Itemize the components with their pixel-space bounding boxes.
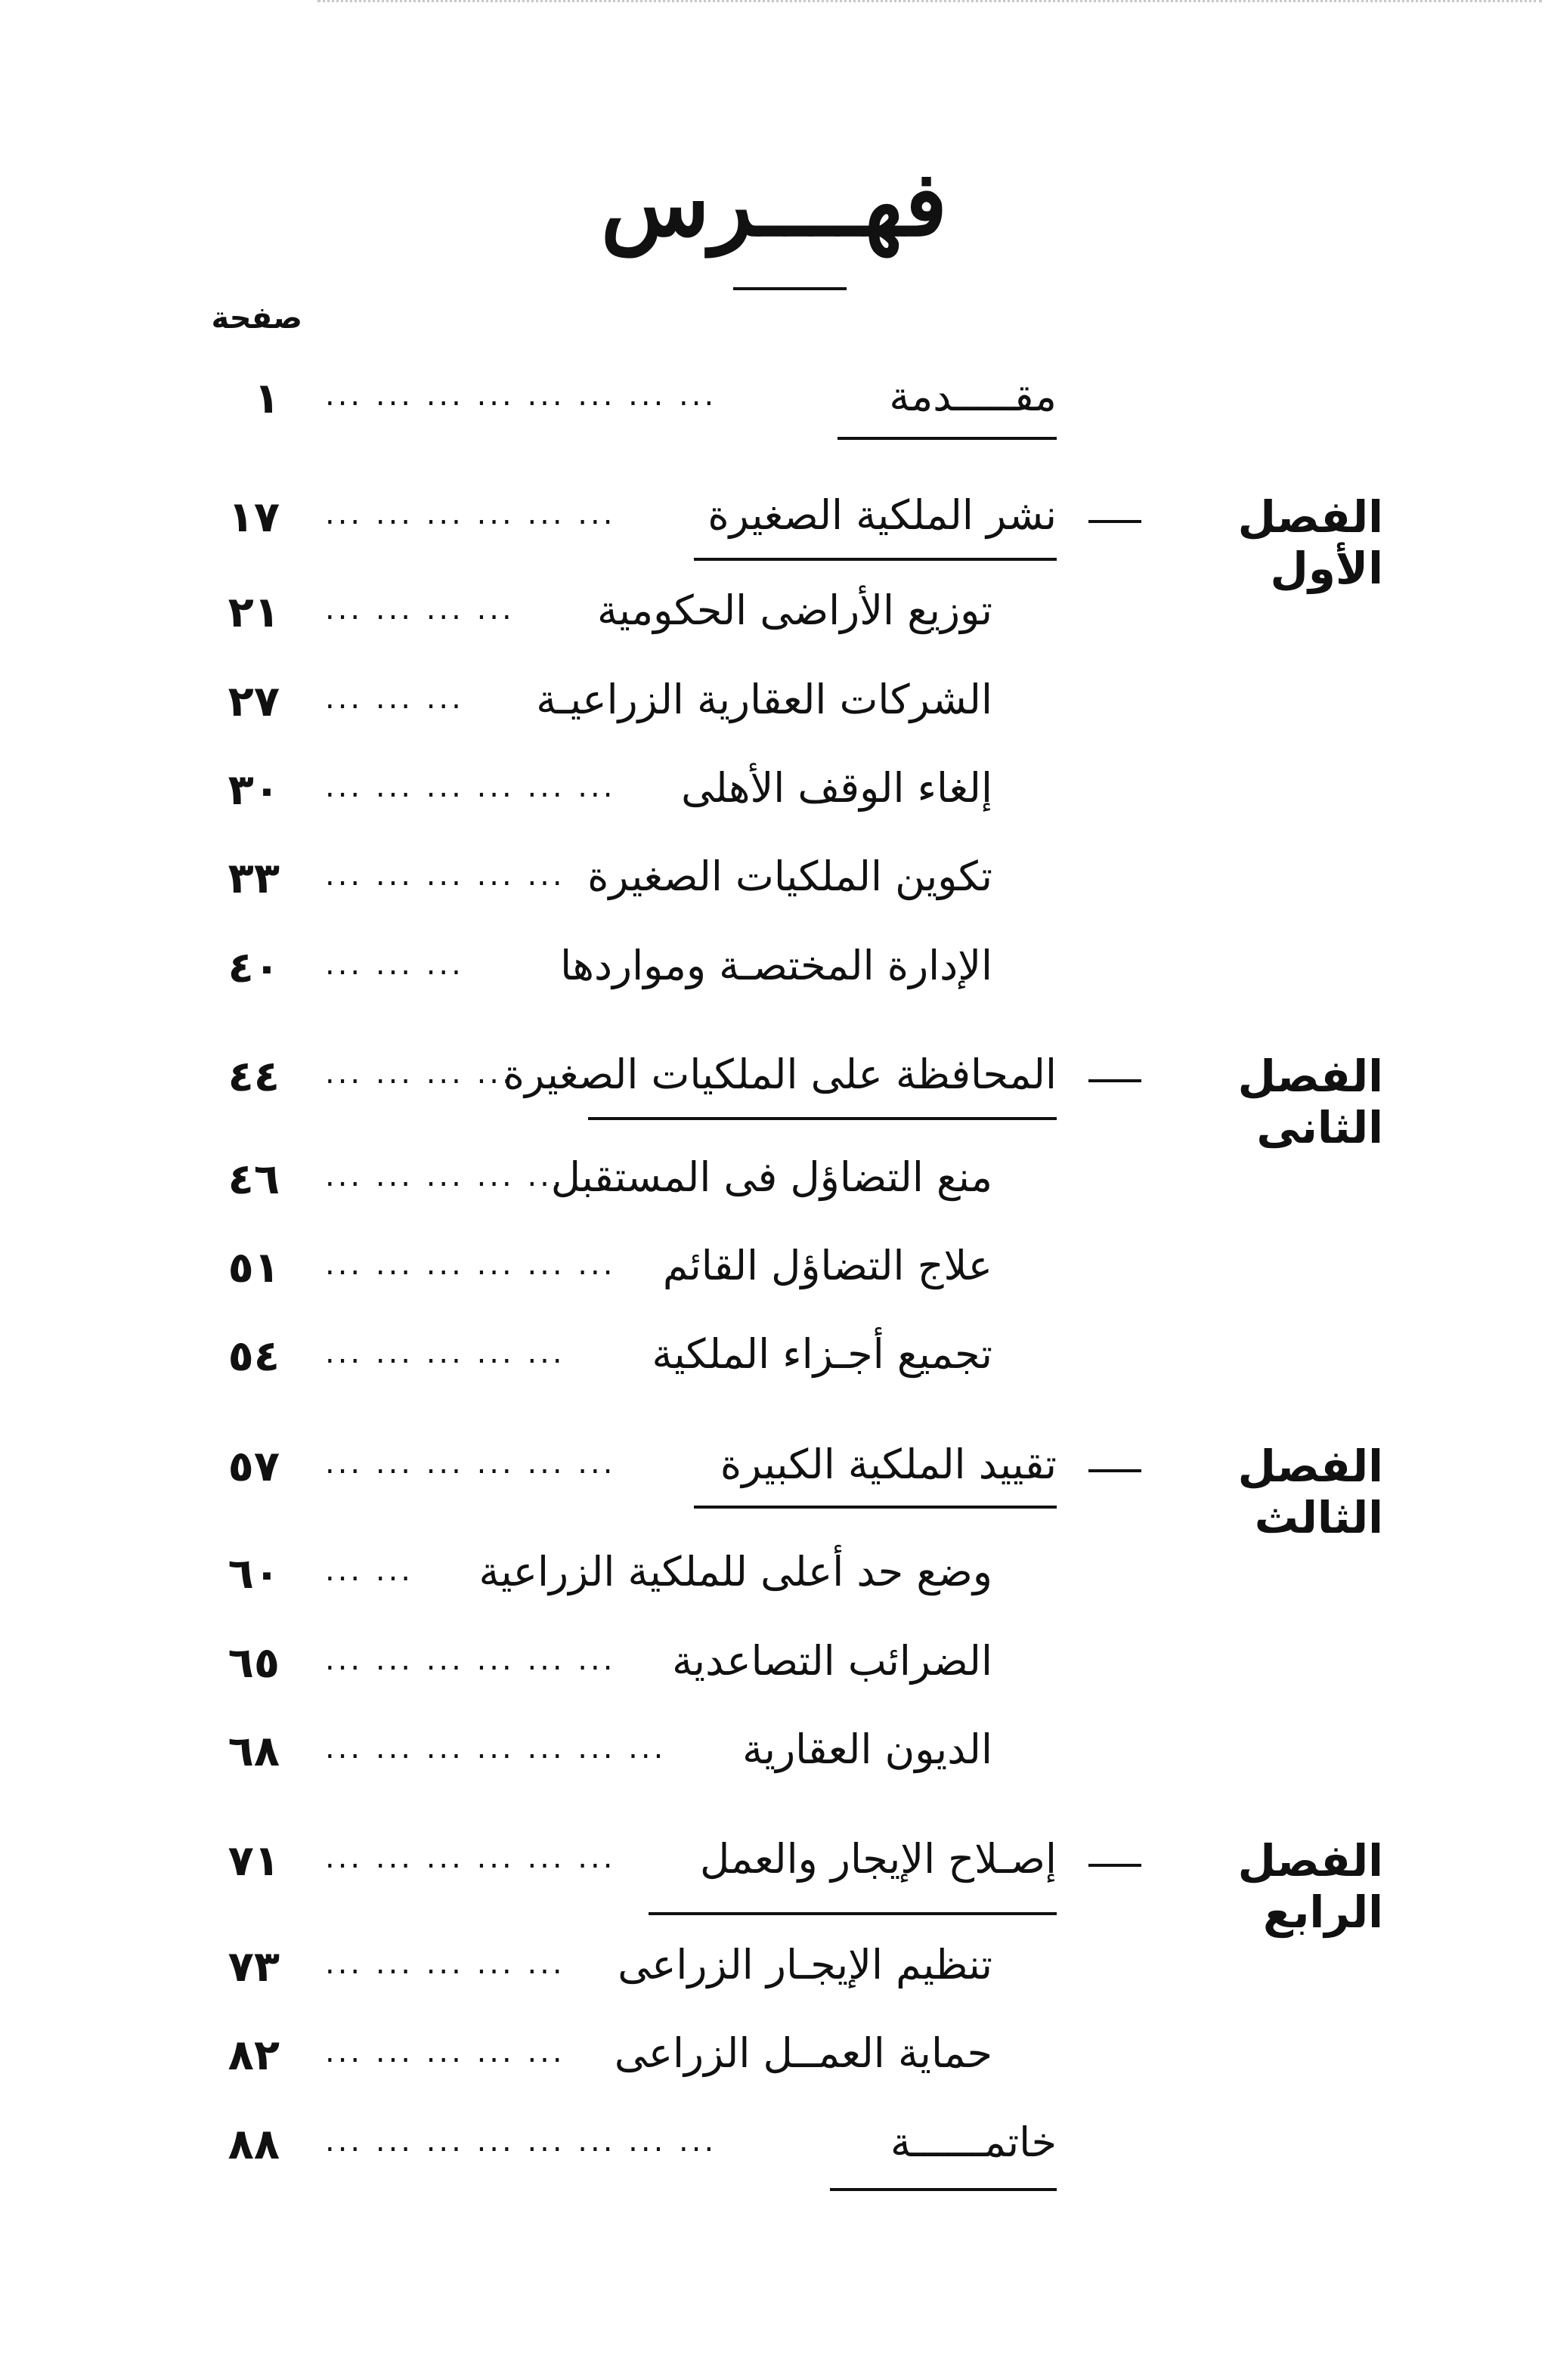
page-number: ٦٨ — [228, 1727, 280, 1776]
leader-dots: ... ... ... ... ... ... — [325, 1840, 616, 1875]
leader-dots: ... ... ... ... ... ... — [325, 497, 616, 531]
entry-title: تنظيم الإيجـار الزراعى — [618, 1941, 992, 1988]
leader-dots: ... ... ... ... ... ... ... ... — [325, 2124, 717, 2159]
toc-entry[interactable] — [0, 2016, 1548, 2091]
chapter-label: الفصل الثالث — [1237, 1441, 1383, 1543]
toc-entry[interactable] — [0, 662, 1548, 738]
leader-dots: ... ... — [325, 1553, 414, 1588]
toc-entry-chapter-1[interactable] — [0, 478, 1548, 594]
page-number: ٦٥ — [228, 1639, 280, 1688]
leader-dots: ... ... ... ... ... ... ... ... — [325, 378, 717, 413]
page-number: ٨٨ — [228, 2120, 280, 2169]
entry-title: المحافظة على الملكيات الصغيرة — [503, 1051, 1057, 1098]
toc-entry[interactable] — [0, 1317, 1548, 1392]
toc-entry[interactable] — [0, 1534, 1548, 1610]
page-number: ٣٣ — [228, 854, 280, 903]
section-underline — [588, 1117, 1057, 1120]
section-underline — [694, 558, 1057, 561]
entry-title: علاج التضاؤل القائم — [662, 1242, 992, 1289]
page-number: ٧١ — [228, 1837, 280, 1886]
page-number: ٥٤ — [228, 1332, 280, 1381]
leader-dots: ... ... ... ... ... — [325, 1159, 565, 1193]
entry-title: الشركات العقارية الزراعيـة — [536, 676, 992, 723]
toc-entry[interactable] — [0, 751, 1548, 826]
page-number: ٥١ — [228, 1243, 280, 1292]
toc-entry-chapter-3[interactable] — [0, 1427, 1548, 1543]
entry-title: توزيع الأراضى الحكومية — [596, 586, 992, 634]
entry-title: مقـــــدمة — [889, 373, 1057, 420]
entry-title: وضع حد أعلى للملكية الزراعية — [478, 1548, 992, 1595]
chapter-label: الفصل الأول — [1237, 491, 1383, 594]
entry-title: تكوين الملكيات الصغيرة — [587, 853, 992, 900]
leader-dots: ... ... ... ... — [325, 592, 515, 627]
entry-title: تقييد الملكية الكبيرة — [720, 1441, 1057, 1488]
chapter-dash — [1088, 1469, 1141, 1472]
chapter-dash — [1088, 1864, 1141, 1867]
chapter-dash — [1088, 520, 1141, 523]
page-number: ٣٠ — [228, 766, 280, 815]
entry-title: تجميع أجـزاء الملكية — [652, 1330, 992, 1378]
toc-entry-chapter-2[interactable] — [0, 1037, 1548, 1153]
toc-entry[interactable] — [0, 1623, 1548, 1699]
toc-entry-conclusion[interactable] — [0, 2105, 1548, 2180]
chapter-dash — [1088, 1079, 1141, 1082]
leader-dots: ... ... ... ... ... ... — [325, 1247, 616, 1282]
page-number: ٥٧ — [228, 1442, 280, 1491]
leader-dots: ... ... ... ... ... — [325, 1335, 565, 1370]
toc-entry-chapter-4[interactable] — [0, 1821, 1548, 1938]
entry-title: منع التضاؤل فى المستقبل — [550, 1153, 992, 1201]
toc-entry[interactable] — [0, 1712, 1548, 1787]
entry-title: الإدارة المختصـة ومواردها — [560, 942, 992, 989]
page-title: فهــــرس — [600, 151, 948, 256]
leader-dots: ... ... ... ... ... ... — [325, 1446, 616, 1481]
toc-entry[interactable] — [0, 839, 1548, 915]
leader-dots: ... ... ... — [325, 681, 464, 716]
page-number: ٢٧ — [228, 677, 280, 726]
entry-title: الديون العقارية — [742, 1725, 992, 1773]
section-underline — [694, 1506, 1057, 1509]
leader-dots: ... ... ... ... ... — [325, 2035, 565, 2069]
chapter-label: الفصل الرابع — [1237, 1835, 1383, 1938]
page-number: ٤٠ — [228, 943, 280, 992]
page-number: ٤٤ — [228, 1052, 280, 1101]
toc-entry-introduction[interactable] — [0, 359, 1548, 435]
toc-entry[interactable] — [0, 573, 1548, 648]
entry-title: إلغاء الوقف الأهلى — [681, 764, 992, 812]
toc-entry[interactable] — [0, 1228, 1548, 1304]
entry-title: حماية العمــل الزراعى — [614, 2029, 992, 2077]
page-number: ٤٦ — [228, 1155, 280, 1204]
page-column-header: صفحة — [211, 301, 302, 336]
entry-title: نشر الملكية الصغيرة — [707, 491, 1057, 539]
section-underline — [837, 437, 1057, 440]
entry-title: الضرائب التصاعدية — [672, 1637, 992, 1685]
toc-entry[interactable] — [0, 928, 1548, 1004]
leader-dots: ... ... ... ... ... ... ... — [325, 1731, 667, 1766]
section-underline — [649, 1912, 1057, 1915]
page-number: ٦٠ — [228, 1549, 280, 1599]
page-number: ٨٢ — [228, 2031, 280, 2080]
section-underline — [830, 2188, 1057, 2191]
page-number: ٧٣ — [228, 1942, 280, 1992]
leader-dots: ... ... ... — [325, 947, 464, 982]
leader-dots: ... ... ... ... ... ... — [325, 769, 616, 804]
scan-edge — [317, 0, 1542, 14]
leader-dots: ... ... ... ... ... — [325, 858, 565, 893]
toc-entry[interactable] — [0, 1140, 1548, 1215]
leader-dots: ... ... ... ... ... ... — [325, 1642, 616, 1677]
page-number: ٢١ — [228, 588, 280, 637]
leader-dots: ... ... ... ... — [325, 1056, 515, 1091]
title-divider — [733, 287, 847, 290]
page-number: ١ — [253, 374, 280, 423]
entry-title: خاتمــــــة — [890, 2118, 1057, 2166]
chapter-label: الفصل الثانى — [1237, 1051, 1383, 1153]
toc-entry[interactable] — [0, 1927, 1548, 2003]
page-number: ١٧ — [228, 493, 280, 542]
entry-title: إصـلاح الإيجار والعمل — [700, 1835, 1057, 1883]
leader-dots: ... ... ... ... ... — [325, 1946, 565, 1981]
